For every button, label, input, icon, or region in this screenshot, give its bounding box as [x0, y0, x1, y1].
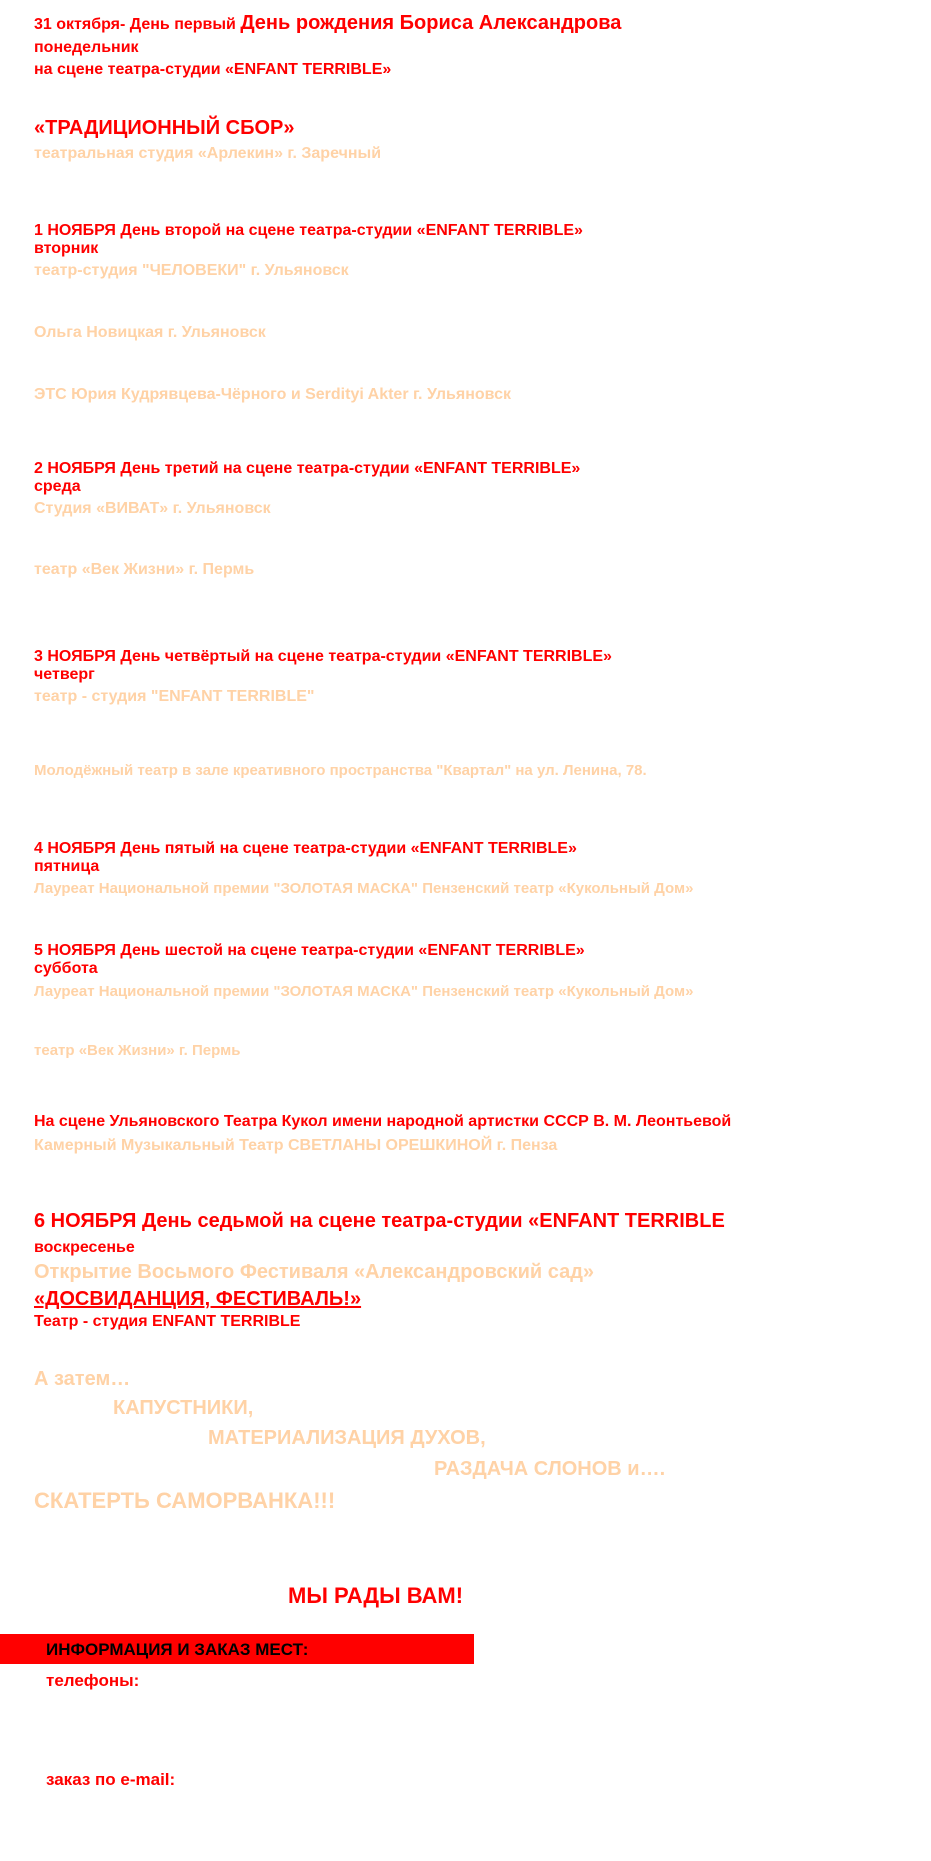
day4-item: Молодёжный театр в зале креативного пространства "Квартал" на ул. Ленина, 78.: [34, 762, 647, 779]
email-label: заказ по e-mail:: [46, 1770, 176, 1789]
day1-date-text: 31 октября- День первый: [34, 16, 241, 33]
day3-item: театр «Век Жизни» г. Пермь: [34, 561, 255, 578]
day5-heading: 4 НОЯБРЯ День пятый на сцене театра-студии «ENFANT TERRIBLE»: [34, 840, 577, 857]
day6-item: Лауреат Национальной премии "ЗОЛОТАЯ МАСКА" Пензенский театр «Кукольный Дом»: [34, 983, 694, 1000]
day4-weekday: четверг: [34, 666, 95, 683]
day5-weekday: пятница: [34, 858, 100, 875]
finale-intro: А затем…: [34, 1368, 131, 1390]
day7-troupe: Театр - студия ENFANT TERRIBLE: [34, 1313, 301, 1330]
day5-item: Лауреат Национальной премии "ЗОЛОТАЯ МАСКА" Пензенский театр «Кукольный Дом»: [34, 880, 694, 897]
day3-heading: 2 НОЯБРЯ День третий на сцене театра-студии «ENFANT TERRIBLE»: [34, 460, 581, 477]
day4-heading: 3 НОЯБРЯ День четвёртый на сцене театра-студии «ENFANT TERRIBLE»: [34, 648, 612, 665]
day2-weekday: вторник: [34, 240, 99, 257]
finale-line: МАТЕРИАЛИЗАЦИЯ ДУХОВ,: [208, 1427, 486, 1449]
finale-line: КАПУСТНИКИ,: [113, 1397, 254, 1419]
day3-item: Студия «ВИВАТ» г. Ульяновск: [34, 500, 271, 517]
day1-headline: День рождения Бориса Александрова: [240, 12, 622, 34]
day1-weekday: понедельник: [34, 39, 139, 56]
day1-date: [34, 13, 621, 33]
day2-heading: 1 НОЯБРЯ День второй на сцене театра-студии «ENFANT TERRIBLE»: [34, 222, 583, 239]
welcome-title: МЫ РАДЫ ВАМ!: [288, 1583, 464, 1608]
day2-item: Ольга Новицкая г. Ульяновск: [34, 324, 266, 341]
phones-label: телефоны:: [46, 1671, 140, 1690]
day6-heading: 5 НОЯБРЯ День шестой на сцене театра-студии «ENFANT TERRIBLE»: [34, 942, 585, 959]
day6-second-venue: На сцене Ульяновского Театра Кукол имени народной артистки СССР В. М. Леонтьевой: [34, 1113, 732, 1130]
day6-item: театр «Век Жизни» г. Пермь: [34, 1042, 241, 1059]
day1-show: «ТРАДИЦИОННЫЙ СБОР»: [34, 117, 295, 139]
day2-item: театр-студия "ЧЕЛОВЕКИ" г. Ульяновск: [34, 262, 349, 279]
day6-weekday: суббота: [34, 960, 98, 977]
finale-line: РАЗДАЧА СЛОНОВ и….: [434, 1458, 666, 1480]
contacts-title: ИНФОРМАЦИЯ И ЗАКАЗ МЕСТ:: [46, 1640, 309, 1659]
day1-venue: на сцене театра-студии «ENFANT TERRIBLE»: [34, 61, 392, 78]
finale-line: СКАТЕРТЬ САМОРВАНКА!!!: [34, 1488, 336, 1513]
day3-weekday: среда: [34, 478, 81, 495]
day7-show: «ДОСВИДАНЦИЯ, ФЕСТИВАЛЬ!»: [34, 1288, 362, 1310]
day2-item: ЭТС Юрия Кудрявцева-Чёрного и Serdityi Akter г. Ульяновск: [34, 386, 511, 403]
day6-second-item: Камерный Музыкальный Театр СВЕТЛАНЫ ОРЕШКИНОЙ г. Пенза: [34, 1137, 558, 1154]
day1-troupe: театральная студия «Арлекин» г. Заречный: [34, 145, 382, 162]
day7-weekday: воскресенье: [34, 1239, 135, 1256]
day7-opening: Открытие Восьмого Фестиваля «Александровский сад»: [34, 1261, 595, 1283]
day4-item: театр - студия "ENFANT TERRIBLE": [34, 688, 315, 705]
day7-heading: 6 НОЯБРЯ День седьмой на сцене театра-студии «ENFANT TERRIBLE: [34, 1210, 725, 1232]
